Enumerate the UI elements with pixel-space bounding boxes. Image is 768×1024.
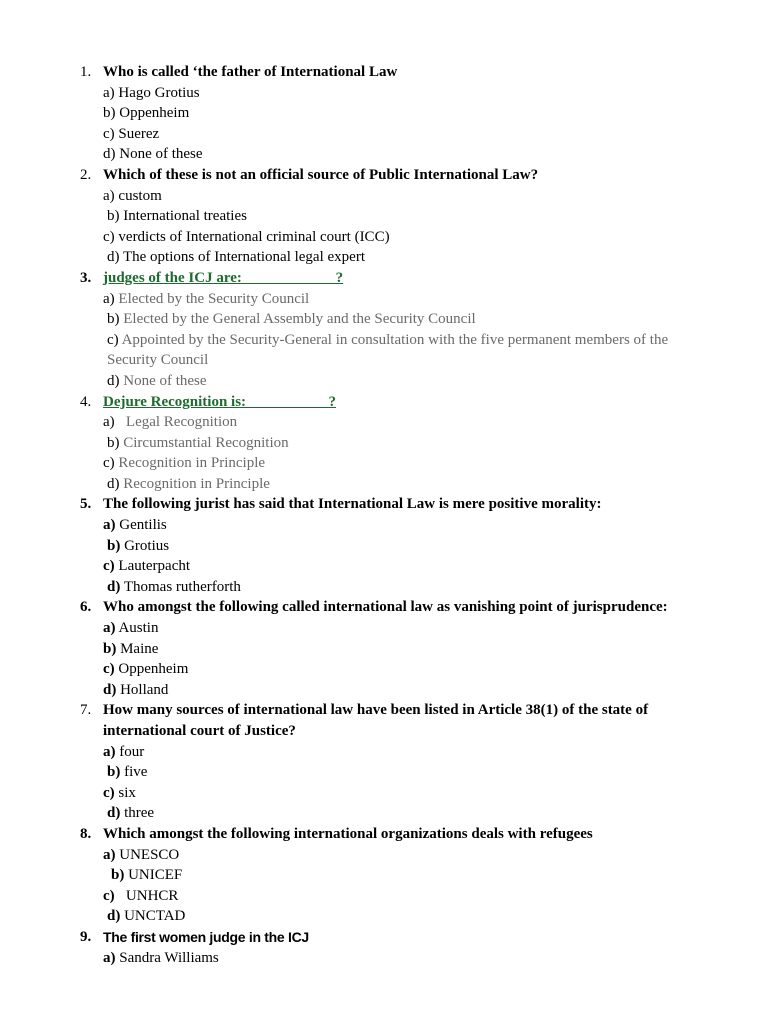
question-number: 9. bbox=[80, 928, 92, 945]
option-text: Thomas rutherforth bbox=[123, 578, 241, 595]
option-a bbox=[0, 618, 683, 639]
option-c bbox=[0, 124, 683, 145]
option-text: UNCTAD bbox=[124, 908, 186, 925]
question-6 bbox=[0, 597, 768, 618]
option-d bbox=[0, 577, 687, 598]
option-a bbox=[0, 186, 683, 207]
option-letter: c) bbox=[103, 661, 115, 678]
option-c bbox=[0, 783, 683, 804]
option-c bbox=[0, 227, 683, 248]
option-letter: a) bbox=[103, 743, 116, 760]
option-letter: c) bbox=[103, 784, 115, 801]
option-b bbox=[0, 639, 683, 660]
option-letter: c) bbox=[103, 455, 115, 472]
option-text: custom bbox=[118, 187, 162, 204]
option-b bbox=[0, 309, 687, 330]
question-1 bbox=[0, 62, 768, 83]
question-text: Who amongst the following called international law as vanishing point of jurisprudence: bbox=[103, 599, 668, 616]
option-text: five bbox=[124, 764, 148, 781]
option-letter: c) bbox=[103, 558, 115, 575]
option-text: Suerez bbox=[118, 125, 160, 142]
option-d bbox=[0, 371, 687, 392]
option-text: Grotius bbox=[124, 537, 170, 554]
option-letter: b) bbox=[107, 537, 121, 554]
option-letter: a) bbox=[103, 84, 115, 101]
option-text: UNICEF bbox=[128, 867, 183, 884]
option-letter: a) bbox=[103, 620, 116, 637]
option-b bbox=[0, 206, 687, 227]
option-text: None of these bbox=[119, 146, 203, 163]
option-text: Recognition in Principle bbox=[123, 475, 270, 492]
option-letter: d) bbox=[107, 475, 120, 492]
option-d bbox=[0, 144, 683, 165]
option-b bbox=[0, 433, 687, 454]
option-letter: d) bbox=[103, 681, 117, 698]
option-letter: b) bbox=[107, 434, 120, 451]
option-text: three bbox=[124, 805, 155, 822]
question-text: How many sources of international law have been listed in Article 38(1) of the state of international court of Justice? bbox=[103, 702, 649, 739]
option-c bbox=[0, 659, 683, 680]
option-d bbox=[0, 247, 687, 268]
option-a bbox=[0, 845, 683, 866]
option-a bbox=[0, 948, 683, 969]
option-letter: a) bbox=[103, 290, 115, 307]
option-text: UNHCR bbox=[118, 887, 179, 904]
option-text: Elected by the Security Council bbox=[118, 290, 310, 307]
option-letter: d) bbox=[107, 908, 121, 925]
option-text: Austin bbox=[118, 620, 159, 637]
option-letter: d) bbox=[107, 578, 121, 595]
option-d bbox=[0, 803, 687, 824]
option-letter: b) bbox=[107, 764, 121, 781]
option-c bbox=[0, 330, 683, 371]
option-letter: b) bbox=[103, 105, 116, 122]
option-a bbox=[0, 289, 683, 310]
option-a bbox=[0, 83, 683, 104]
option-letter: a) bbox=[103, 846, 116, 863]
question-text: Dejure Recognition is: ? bbox=[103, 393, 337, 410]
question-number: 6. bbox=[80, 599, 92, 616]
option-letter: d) bbox=[107, 249, 120, 266]
option-text: Hago Grotius bbox=[118, 84, 200, 101]
option-letter: d) bbox=[107, 805, 121, 822]
option-c bbox=[0, 453, 683, 474]
option-letter: a) bbox=[103, 187, 115, 204]
option-text: Oppenheim bbox=[119, 105, 190, 122]
question-list bbox=[0, 62, 768, 968]
option-letter: d) bbox=[107, 372, 120, 389]
option-text: The options of International legal expert bbox=[122, 249, 365, 266]
option-text: Holland bbox=[120, 681, 169, 698]
option-letter: c) bbox=[103, 887, 115, 904]
option-b bbox=[0, 762, 687, 783]
option-text: Oppenheim bbox=[118, 661, 189, 678]
option-text: Gentilis bbox=[119, 517, 167, 534]
option-d bbox=[0, 906, 687, 927]
question-number: 7. bbox=[80, 702, 92, 719]
question-text: The following jurist has said that International Law is mere positive morality: bbox=[103, 496, 602, 513]
option-text: Appointed by the Security-General in consultation with the five permanent members of the Security Council bbox=[107, 331, 669, 369]
option-text: None of these bbox=[123, 372, 207, 389]
option-text: Sandra Williams bbox=[119, 949, 219, 966]
question-text: Which amongst the following international organizations deals with refugees bbox=[103, 825, 593, 842]
option-letter: b) bbox=[107, 208, 120, 225]
option-c bbox=[0, 556, 683, 577]
option-text: four bbox=[119, 743, 145, 760]
option-a bbox=[0, 412, 683, 433]
option-letter: c) bbox=[107, 331, 119, 348]
question-text: judges of the ICJ are: ? bbox=[103, 269, 344, 286]
option-b bbox=[0, 865, 691, 886]
question-3 bbox=[0, 268, 768, 289]
option-text: International treaties bbox=[123, 208, 247, 225]
option-letter: b) bbox=[111, 867, 125, 884]
option-text: Maine bbox=[120, 640, 159, 657]
option-letter: c) bbox=[103, 125, 115, 142]
question-number: 4. bbox=[80, 393, 92, 410]
option-letter: b) bbox=[107, 311, 120, 328]
option-c bbox=[0, 886, 683, 907]
question-number: 8. bbox=[80, 825, 92, 842]
option-text: UNESCO bbox=[119, 846, 180, 863]
question-text: Which of these is not an official source of Public International Law? bbox=[103, 166, 539, 183]
option-text: Recognition in Principle bbox=[118, 455, 266, 472]
question-text: The first women judge in the ICJ bbox=[103, 928, 309, 945]
option-b bbox=[0, 536, 687, 557]
question-7 bbox=[0, 700, 768, 741]
option-letter: b) bbox=[103, 640, 117, 657]
question-text: Who is called ‘the father of International Law bbox=[103, 64, 398, 80]
option-letter: c) bbox=[103, 228, 115, 245]
question-9 bbox=[0, 927, 768, 948]
option-a bbox=[0, 515, 683, 536]
option-b bbox=[0, 103, 683, 124]
option-text: verdicts of International criminal court (ICC) bbox=[118, 228, 390, 245]
option-text: Elected by the General Assembly and the Security Council bbox=[123, 311, 476, 328]
option-letter: a) bbox=[103, 414, 115, 431]
question-8 bbox=[0, 824, 768, 845]
question-number: 5. bbox=[80, 496, 92, 513]
question-5 bbox=[0, 494, 768, 515]
option-letter: d) bbox=[103, 146, 116, 163]
option-a bbox=[0, 742, 683, 763]
option-d bbox=[0, 680, 683, 701]
option-text: six bbox=[118, 784, 136, 801]
question-number: 2. bbox=[80, 166, 92, 183]
option-letter: a) bbox=[103, 949, 116, 966]
question-4 bbox=[0, 392, 768, 413]
option-text: Circumstantial Recognition bbox=[123, 434, 289, 451]
option-d bbox=[0, 474, 687, 495]
option-letter: a) bbox=[103, 517, 116, 534]
question-2 bbox=[0, 165, 768, 186]
question-number: 1. bbox=[80, 64, 92, 80]
option-text: Legal Recognition bbox=[118, 414, 238, 431]
question-number: 3. bbox=[80, 269, 92, 286]
option-text: Lauterpacht bbox=[118, 558, 191, 575]
